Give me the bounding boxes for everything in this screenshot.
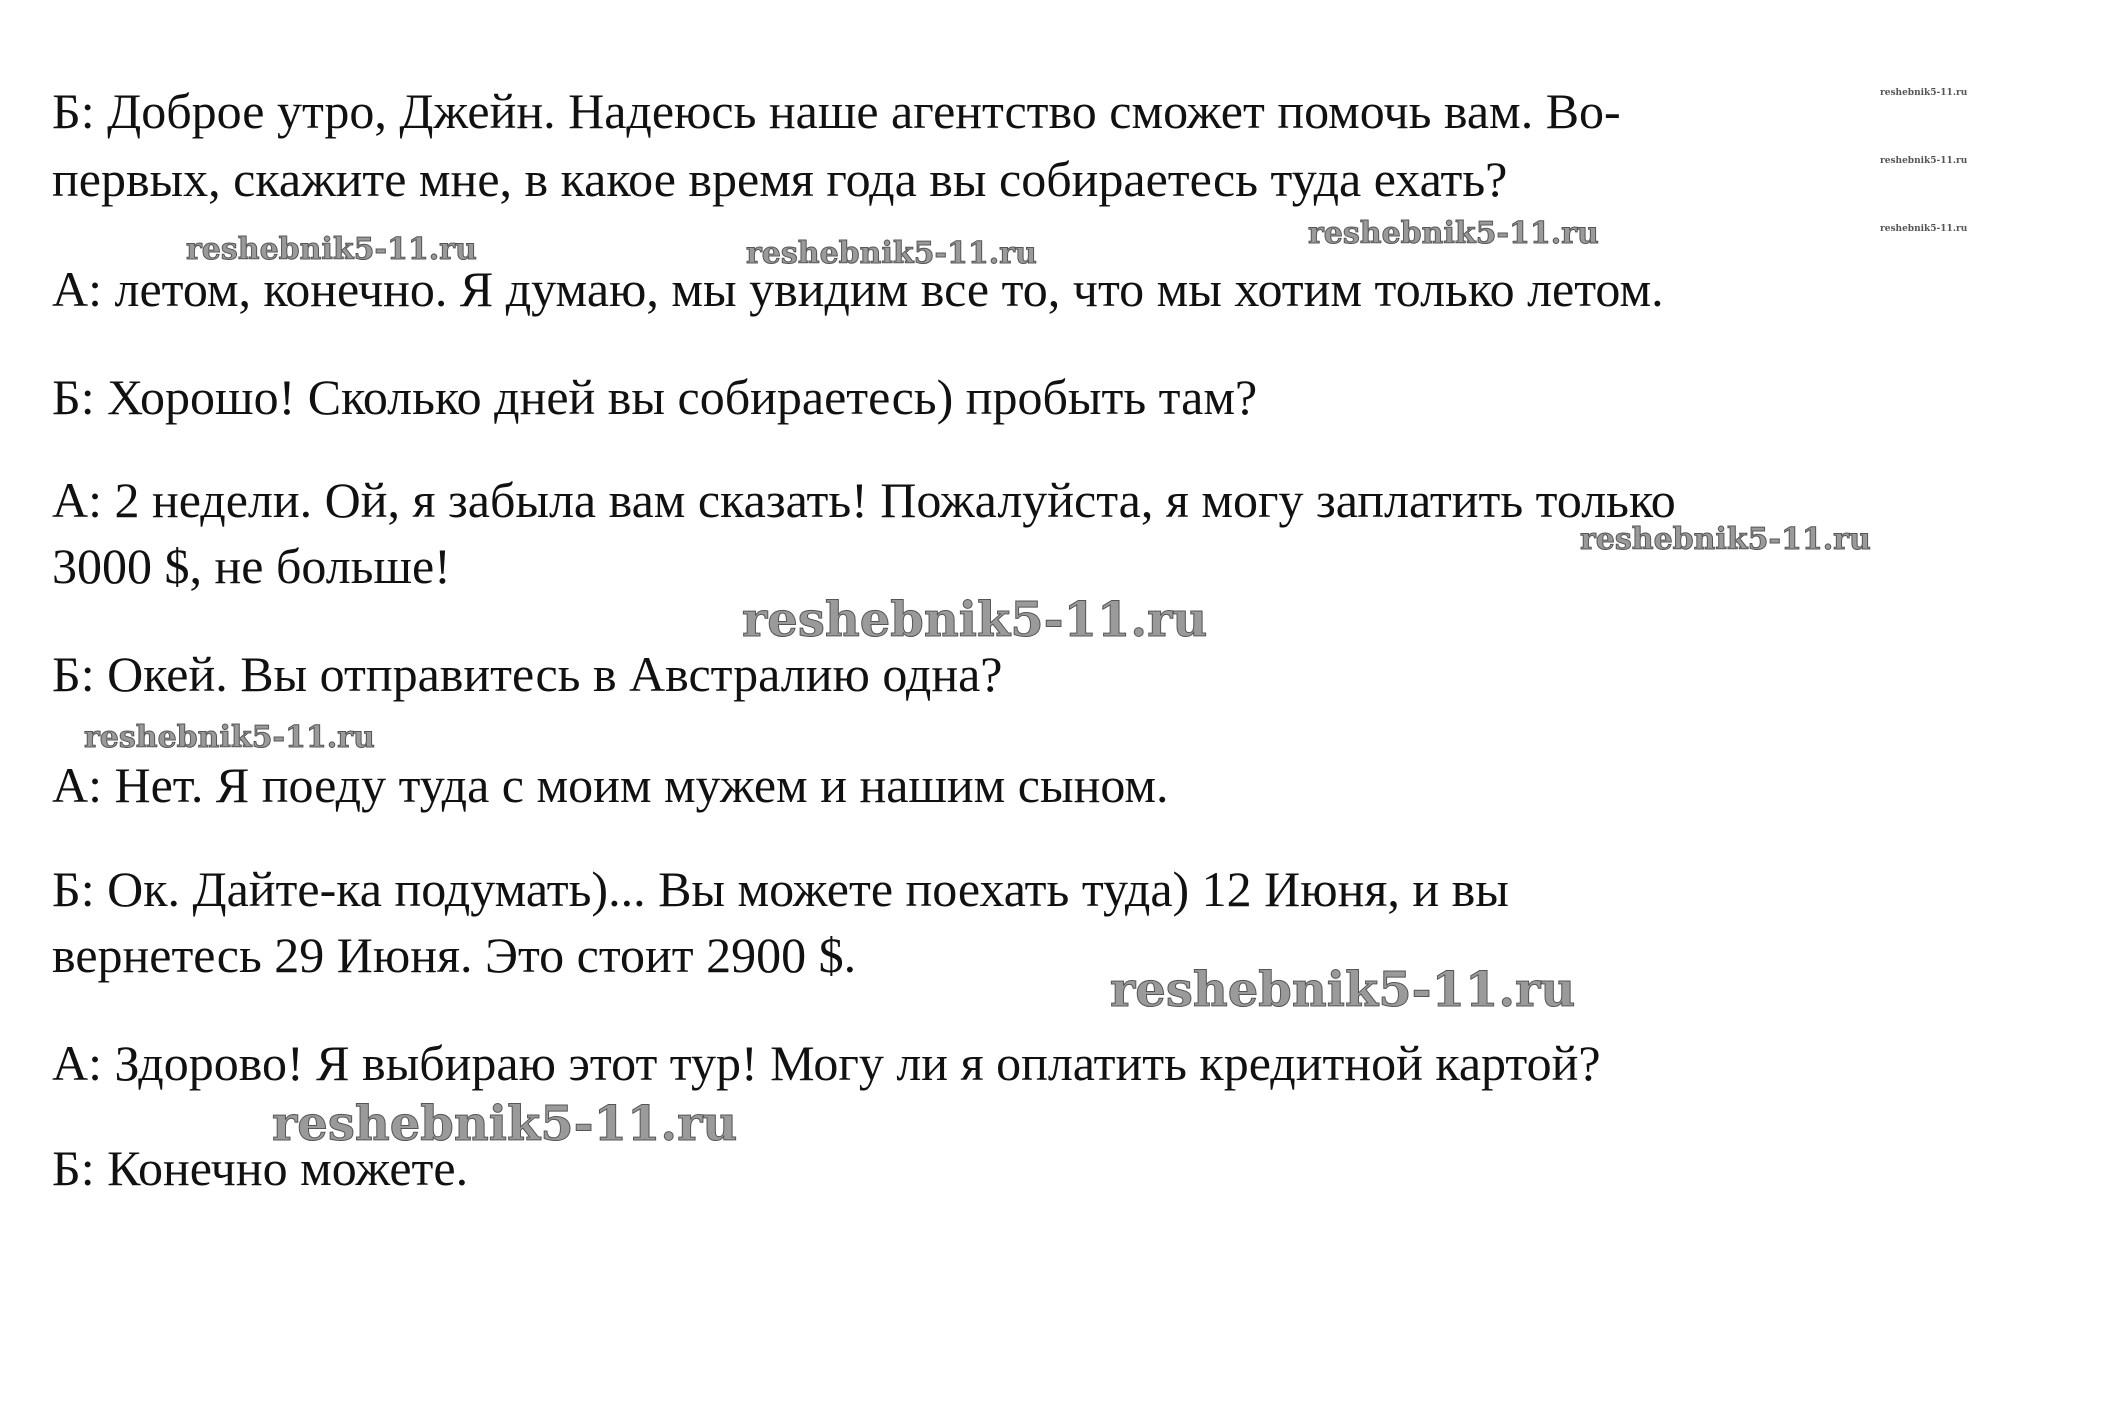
dialogue-line-7: Б: Окей. Вы отправитесь в Австралию одна? xyxy=(52,646,1003,702)
watermark: reshebnik5-11.ru xyxy=(1880,156,1968,166)
watermark: reshebnik5-11.ru xyxy=(272,1096,738,1152)
watermark: reshebnik5-11.ru xyxy=(1308,216,1599,251)
dialogue-line-3: А: летом, конечно. Я думаю, мы увидим все то, что мы хотим только летом. xyxy=(52,261,1664,317)
watermark: reshebnik5-11.ru xyxy=(742,592,1208,648)
watermark: reshebnik5-11.ru xyxy=(1580,522,1871,557)
dialogue-line-5: А: 2 недели. Ой, я забыла вам сказать! Пожалуйста, я могу заплатить только xyxy=(52,472,1676,528)
dialogue-line-4: Б: Хорошо! Сколько дней вы собираетесь) пробыть там? xyxy=(52,369,1258,425)
watermark: reshebnik5-11.ru xyxy=(84,720,375,755)
dialogue-line-1: Б: Доброе утро, Джейн. Надеюсь наше агентство сможет помочь вам. Во- xyxy=(52,83,1621,139)
watermark: reshebnik5-11.ru xyxy=(1880,88,1968,98)
watermark: reshebnik5-11.ru xyxy=(1880,224,1968,234)
watermark: reshebnik5-11.ru xyxy=(186,232,477,267)
dialogue-line-9: Б: Ок. Дайте-ка подумать)... Вы можете поехать туда) 12 Июня, и вы xyxy=(52,861,1509,917)
dialogue-line-10: вернетесь 29 Июня. Это стоит 2900 $. xyxy=(52,927,857,983)
watermark: reshebnik5-11.ru xyxy=(746,236,1037,271)
dialogue-line-2: первых, скажите мне, в какое время года вы собираетесь туда ехать? xyxy=(52,151,1508,207)
dialogue-line-11: А: Здорово! Я выбираю этот тур! Могу ли я оплатить кредитной картой? xyxy=(52,1035,1601,1091)
dialogue-line-8: А: Нет. Я поеду туда с моим мужем и нашим сыном. xyxy=(52,757,1169,813)
watermark: reshebnik5-11.ru xyxy=(1110,962,1576,1018)
dialogue-line-6: 3000 $, не больше! xyxy=(52,538,451,594)
dialogue-line-12: Б: Конечно можете. xyxy=(52,1140,469,1196)
